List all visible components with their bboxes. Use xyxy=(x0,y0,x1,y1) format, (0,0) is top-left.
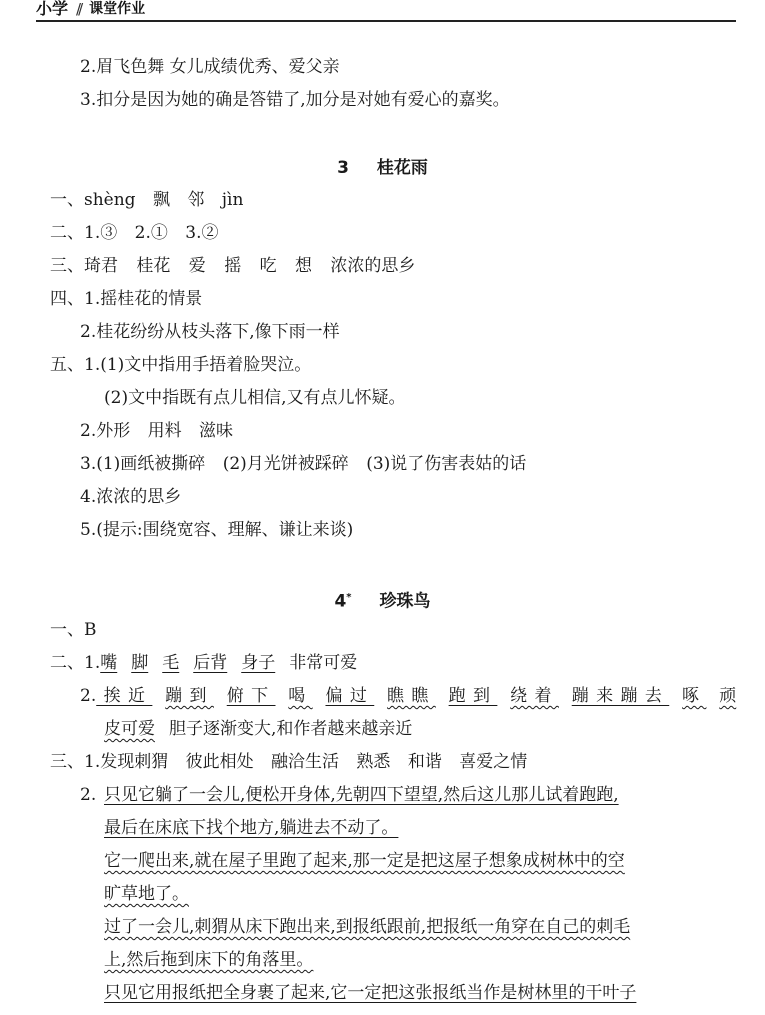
lesson-3-q2: 二、1.③ 2.① 3.② xyxy=(50,223,219,243)
lesson-3-q5-4: 4.浓浓的思乡 xyxy=(80,487,182,507)
lesson-4-name: 珍珠鸟 xyxy=(379,591,431,612)
lesson-4-q3-1: 三、1.发现刺猬 彼此相处 融洽生活 熟悉 和谐 喜爱之情 xyxy=(50,752,528,772)
q3-2-text: 最后在床底下找个地方,躺进去不动了。 xyxy=(104,818,399,838)
lesson-3-name: 桂花雨 xyxy=(376,158,428,178)
lesson-4-q2-2 xyxy=(80,683,736,709)
q2-2-word: 啄 xyxy=(682,686,707,706)
q2-2-word: 挨近 xyxy=(96,686,153,706)
q3-2-passage-3b xyxy=(104,947,313,973)
q3-2-passage-1a xyxy=(104,782,736,808)
q3-2-text: 上,然后拖到床下的角落里。 xyxy=(104,950,314,970)
q2-2-word: 跑到 xyxy=(448,686,498,706)
lesson-3-q5-1b: (2)文中指既有点儿相信,又有点儿怀疑。 xyxy=(104,388,406,408)
lesson-3-q4-2: 2.桂花纷纷从枝头落下,像下雨一样 xyxy=(80,322,340,342)
q2-1-word: 嘴 xyxy=(100,653,118,673)
lesson-3-q3: 三、琦君 桂花 爱 摇 吃 想 浓浓的思乡 xyxy=(50,256,416,276)
lesson-4-q2-2-cont xyxy=(104,716,412,742)
q2-2-word: 瞧瞧 xyxy=(387,686,436,706)
q2-2-prefix: 2. xyxy=(80,686,97,706)
q2-1-word: 后背 xyxy=(193,653,228,673)
header-rule xyxy=(36,20,736,22)
lesson-4-number: 4 xyxy=(334,591,347,612)
header-slash: // xyxy=(76,0,81,18)
lesson-3-q5-3: 3.(1)画纸被撕碎 (2)月光饼被踩碎 (3)说了伤害表姑的话 xyxy=(80,454,527,474)
q2-2-word: 偏过 xyxy=(325,686,375,706)
q2-2-word: 绕着 xyxy=(510,686,559,706)
q2-1-prefix: 二、1. xyxy=(50,653,101,673)
header-book-title: 课堂作业 xyxy=(89,1,146,17)
q3-2-passage-2a xyxy=(104,848,736,874)
lesson-4-q1: 一、B xyxy=(50,620,97,640)
q3-2-passage-2b xyxy=(104,881,189,907)
lesson-3-q5-1a: 五、1.(1)文中指用手捂着脸哭泣。 xyxy=(50,355,312,375)
header-label xyxy=(36,0,145,20)
lesson-4-q2-1 xyxy=(50,650,357,676)
q3-2-text: 它一爬出来,就在屋子里跑了起来,那一定是把这屋子想象成树林中的空 xyxy=(104,851,625,871)
q2-2-word: 顽 xyxy=(719,686,737,706)
q2-2-word: 喝 xyxy=(288,686,313,706)
q2-1-word: 身子 xyxy=(241,653,276,673)
q2-2-word: 皮可爱 xyxy=(104,719,155,739)
q2-2-tail: 胆子逐渐变大,和作者越来越亲近 xyxy=(169,719,413,739)
q3-2-prefix: 2. xyxy=(80,785,97,805)
lesson-3-q5-2: 2.外形 用料 滋味 xyxy=(80,421,234,441)
q3-2-passage-1b xyxy=(104,815,398,841)
q3-2-text: 只见它用报纸把全身裹了起来,它一定把这张报纸当作是树林里的干叶子 xyxy=(104,983,637,1003)
lesson-3-title xyxy=(0,155,765,181)
q2-1-tail: 非常可爱 xyxy=(289,653,358,673)
lesson-3-q4-1: 四、1.摇桂花的情景 xyxy=(50,289,203,309)
q3-2-passage-4a xyxy=(104,980,736,1006)
lesson-4-star: * xyxy=(346,592,352,603)
q2-2-word: 俯下 xyxy=(226,686,276,706)
lesson-3-number: 3 xyxy=(337,158,349,178)
lesson-3-q1: 一、shèng 飘 邻 jìn xyxy=(50,190,244,210)
prev-answer-2: 2.眉飞色舞 女儿成绩优秀、爱父亲 xyxy=(80,57,340,77)
q3-2-passage-3a xyxy=(104,914,736,940)
q2-1-word: 毛 xyxy=(162,653,180,673)
q2-1-word: 脚 xyxy=(131,653,149,673)
q2-2-word: 蹦到 xyxy=(165,686,214,706)
page-header xyxy=(0,0,765,24)
q3-2-text: 旷草地了。 xyxy=(104,884,189,904)
header-grade: 小学 xyxy=(36,0,69,18)
q2-2-word: 蹦来蹦去 xyxy=(571,686,670,706)
lesson-4-title xyxy=(0,585,765,611)
prev-answer-3: 3.扣分是因为她的确是答错了,加分是对她有爱心的嘉奖。 xyxy=(80,90,510,110)
q3-2-text: 只见它躺了一会儿,便松开身体,先朝四下望望,然后这儿那儿试着跑跑, xyxy=(104,785,619,805)
q3-2-text: 过了一会儿,刺猬从床下跑出来,到报纸跟前,把报纸一角穿在自己的刺毛 xyxy=(104,917,631,937)
lesson-3-q5-5: 5.(提示:围绕宽容、理解、谦让来谈) xyxy=(80,520,354,540)
